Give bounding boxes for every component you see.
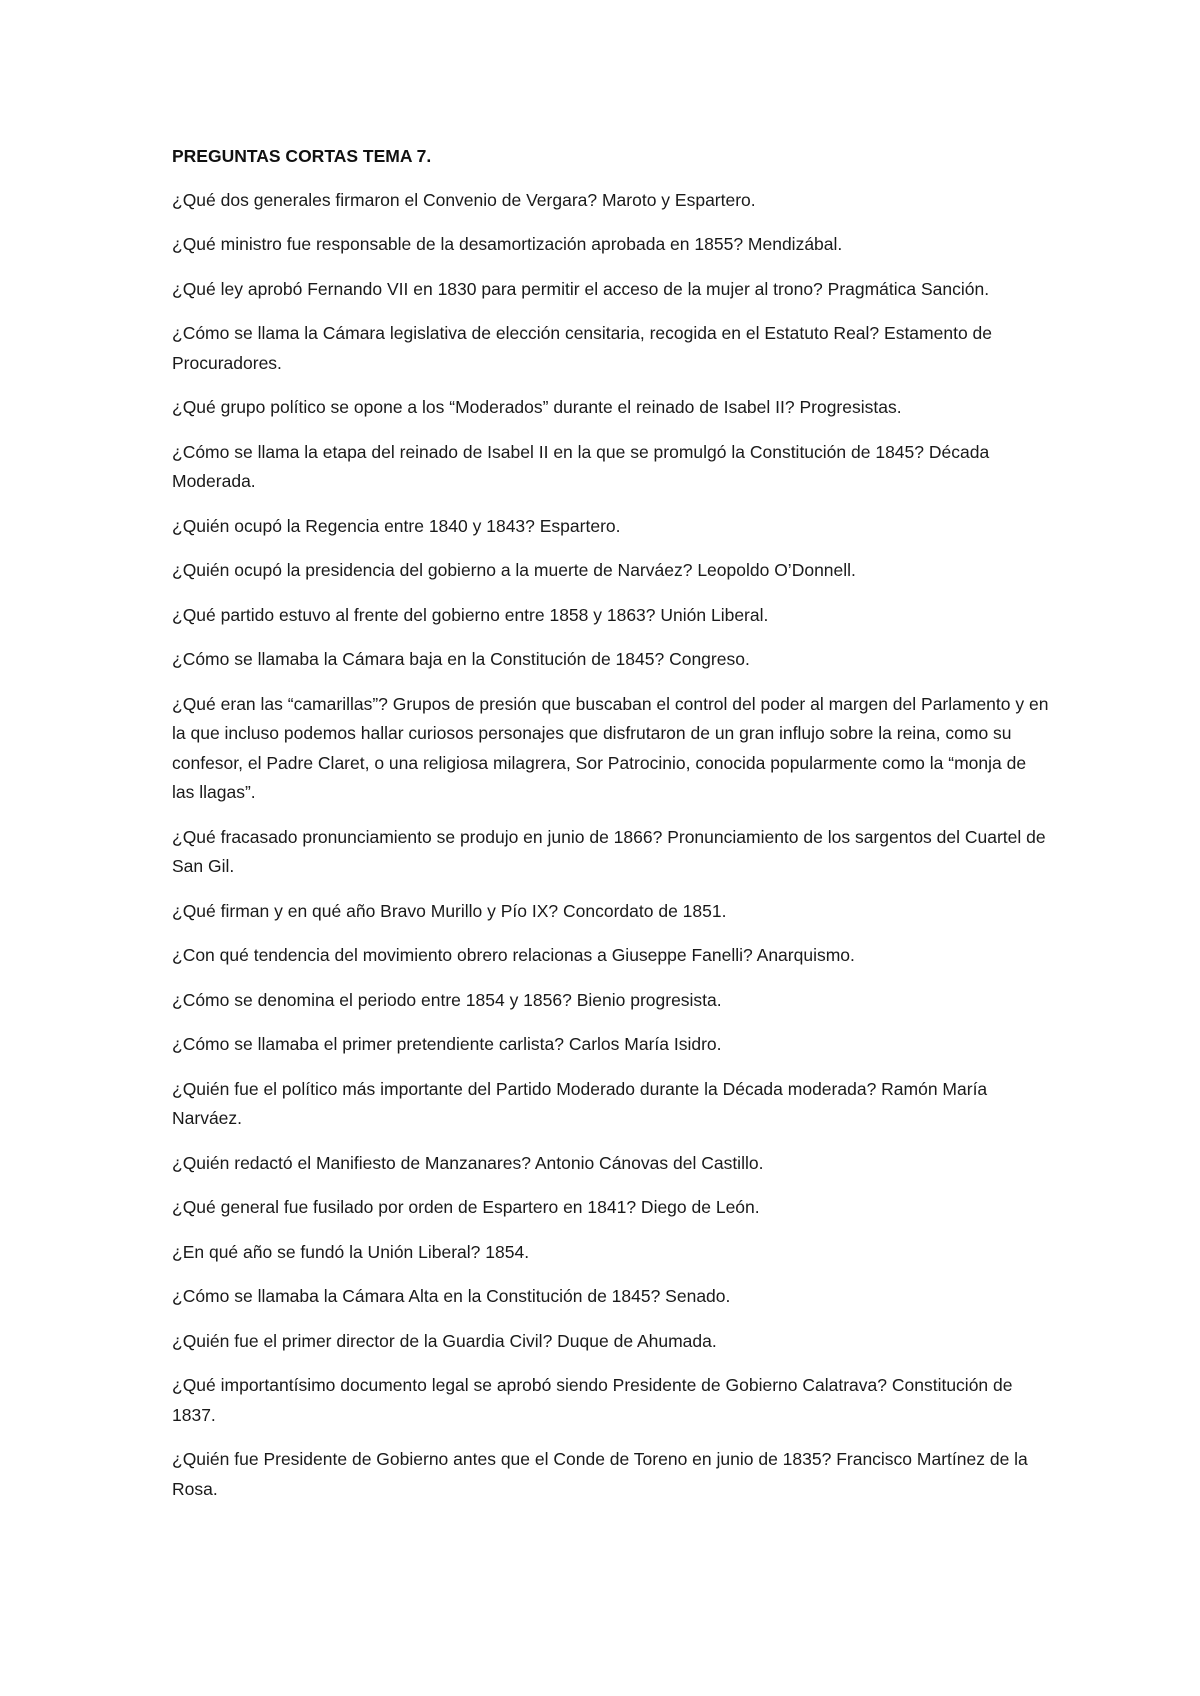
document-body <box>172 142 1052 1519</box>
question-answer-item: ¿Quién fue el político más importante del Partido Moderado durante la Década moderada? Ramón María Narváez. <box>172 1078 988 1128</box>
question-answer-item: ¿Qué partido estuvo al frente del gobierno entre 1858 y 1863? Unión Liberal. <box>172 604 769 625</box>
question-answer-item: ¿En qué año se fundó la Unión Liberal? 1854. <box>172 1241 530 1262</box>
question-answer-item: ¿Qué fracasado pronunciamiento se produjo en junio de 1866? Pronunciamiento de los sargentos del Cuartel de San Gil. <box>172 826 1046 876</box>
question-answer-item: ¿Cómo se llamaba el primer pretendiente carlista? Carlos María Isidro. <box>172 1034 722 1054</box>
question-answer-item: ¿Cómo se llamaba la Cámara Alta en la Constitución de 1845? Senado. <box>172 1286 731 1306</box>
question-answer-item: ¿Qué eran las “camarillas”? Grupos de presión que buscaban el control del poder al margen del Parlamento y en la que incluso podemos hallar curiosos personajes que disfrutaron de un gran influjo sobre la reina, como su confesor, el Padre Claret, o una religiosa milagrera, Sor Patrocinio, conocida popularmente como la “monja de las llagas”. <box>172 693 1049 802</box>
question-answer-item: ¿Quién fue Presidente de Gobierno antes que el Conde de Toreno en junio de 1835? Francisco Martínez de la Rosa. <box>172 1449 1028 1499</box>
question-answer-item: ¿Qué ley aprobó Fernando VII en 1830 para permitir el acceso de la mujer al trono? Pragmática Sanción. <box>172 278 990 299</box>
question-answer-item: ¿Cómo se llamaba la Cámara baja en la Constitución de 1845? Congreso. <box>172 649 750 669</box>
question-answer-item: ¿Quién ocupó la presidencia del gobierno a la muerte de Narváez? Leopoldo O’Donnell. <box>172 560 856 580</box>
question-answer-item: ¿Qué importantísimo documento legal se aprobó siendo Presidente de Gobierno Calatrava? Constitución de 1837. <box>172 1375 1013 1425</box>
question-answer-item: ¿Quién ocupó la Regencia entre 1840 y 1843? Espartero. <box>172 515 621 536</box>
document-title: PREGUNTAS CORTAS TEMA 7. <box>172 146 432 166</box>
question-answer-item: ¿Qué general fue fusilado por orden de Espartero en 1841? Diego de León. <box>172 1197 760 1217</box>
question-answer-item: ¿Qué ministro fue responsable de la desamortización aprobada en 1855? Mendizábal. <box>172 234 843 254</box>
question-answer-item: ¿Con qué tendencia del movimiento obrero relacionas a Giuseppe Fanelli? Anarquismo. <box>172 945 855 965</box>
question-answer-item: ¿Cómo se llama la etapa del reinado de Isabel II en la que se promulgó la Constitución de 1845? Década Moderada. <box>172 441 990 491</box>
question-answer-item: ¿Cómo se llama la Cámara legislativa de elección censitaria, recogida en el Estatuto Real? Estamento de Procuradores. <box>172 323 993 373</box>
question-answer-item: ¿Quién redactó el Manifiesto de Manzanares? Antonio Cánovas del Castillo. <box>172 1152 764 1173</box>
question-answer-item: ¿Cómo se denomina el periodo entre 1854 y 1856? Bienio progresista. <box>172 989 722 1010</box>
question-answer-item: ¿Qué dos generales firmaron el Convenio de Vergara? Maroto y Espartero. <box>172 189 756 210</box>
question-answer-item: ¿Qué grupo político se opone a los “Moderados” durante el reinado de Isabel II? Progresistas. <box>172 397 902 417</box>
question-answer-item: ¿Quién fue el primer director de la Guardia Civil? Duque de Ahumada. <box>172 1330 717 1351</box>
question-answer-item: ¿Qué firman y en qué año Bravo Murillo y Pío IX? Concordato de 1851. <box>172 900 727 921</box>
